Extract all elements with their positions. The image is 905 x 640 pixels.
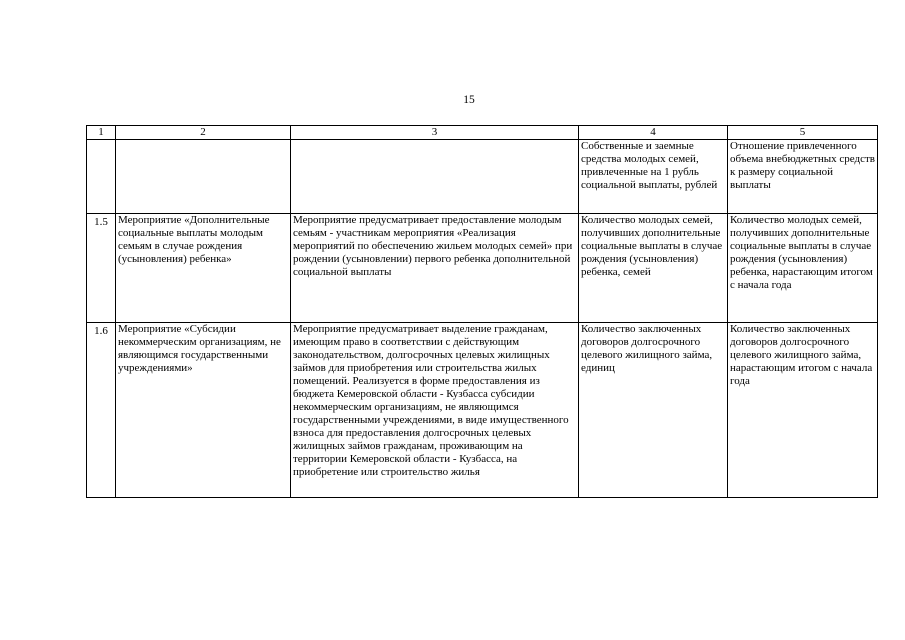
page-number: 15 <box>463 94 475 106</box>
subheader-col-2 <box>116 140 291 214</box>
formula-cell: Количество молодых семей, получивших дополнительные социальные выплаты в случае рождения (усыновления) ребенка, нарастающим итогом с начала года <box>728 214 878 323</box>
table-subheader-row <box>87 140 878 214</box>
measure-name-cell: Мероприятие «Дополнительные социальные выплаты молодым семьям в случае рождения (усыновления) ребенка» <box>116 214 291 323</box>
indicators-table <box>86 125 878 498</box>
measure-name-cell: Мероприятие «Субсидии некоммерческим организациям, не являющимся государственными учреждениями» <box>116 323 291 498</box>
row-number-cell: 1.6 <box>87 323 116 498</box>
header-col-4: 4 <box>579 126 728 140</box>
header-col-2: 2 <box>116 126 291 140</box>
subheader-col-1 <box>87 140 116 214</box>
measure-description-cell: Мероприятие предусматривает выделение гражданам, имеющим право в соответствии с действующим законодательством, долгосрочных целевых жилищных займов для приобретения или строительства жилых помещений. Реализуется в форме предоставления из бюджета Кемеровской области - Кузбасса субсидии некоммерческим организациям, не являющимся государственными учреждениями, в виде имущественного взноса для предоставления долгосрочных целевых жилищных займов гражданам, проживающим на территории Кемеровской области - Кузбасса, на приобретение или строительство жилья <box>291 323 579 498</box>
table-header-row <box>87 126 878 140</box>
subheader-indicator-cell: Собственные и заемные средства молодых семей, привлеченные на 1 рубль социальной выплаты, рублей <box>579 140 728 214</box>
subheader-col-3 <box>291 140 579 214</box>
row-number-cell: 1.5 <box>87 214 116 323</box>
indicator-cell: Количество заключенных договоров долгосрочного целевого жилищного займа, единиц <box>579 323 728 498</box>
header-col-1: 1 <box>87 126 116 140</box>
header-col-5: 5 <box>728 126 878 140</box>
subheader-formula-cell: Отношение привлеченного объема внебюджетных средств к размеру социальной выплаты <box>728 140 878 214</box>
header-col-3: 3 <box>291 126 579 140</box>
table-row <box>87 214 878 323</box>
measure-description-cell: Мероприятие предусматривает предоставление молодым семьям - участникам мероприятия «Реализация мероприятий по обеспечению жильем молодых семей» при рождении (усыновлении) первого ребенка дополнительной социальной выплаты <box>291 214 579 323</box>
table-row <box>87 323 878 498</box>
formula-cell: Количество заключенных договоров долгосрочного целевого жилищного займа, нарастающим итогом с начала года <box>728 323 878 498</box>
indicator-cell: Количество молодых семей, получивших дополнительные социальные выплаты в случае рождения (усыновления) ребенка, семей <box>579 214 728 323</box>
